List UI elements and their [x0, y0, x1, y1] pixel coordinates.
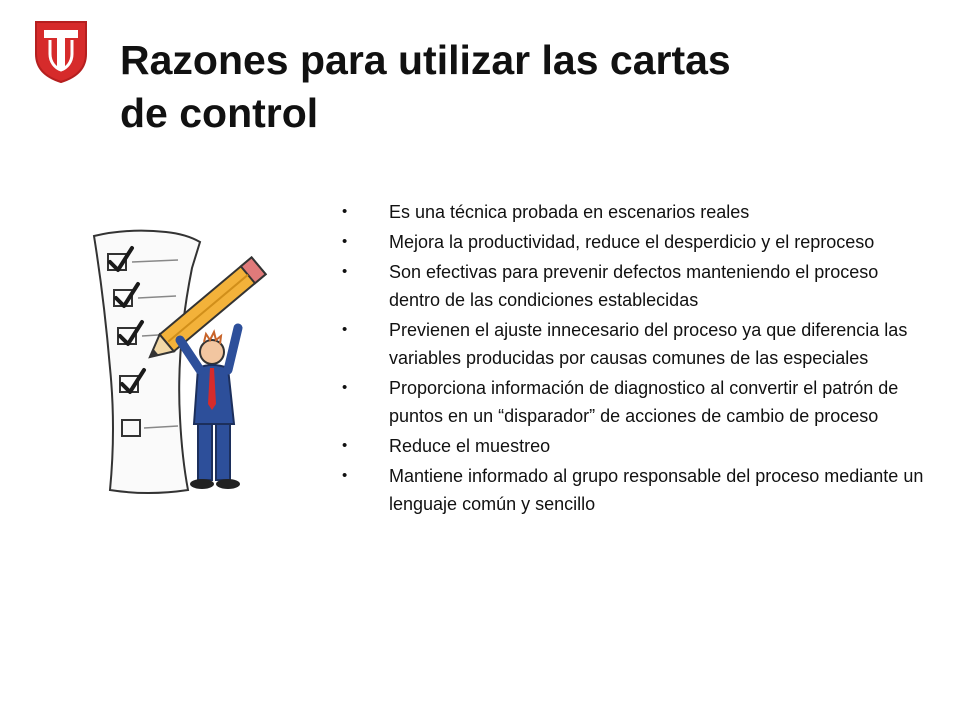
bullet-text: Mejora la productividad, reduce el desperdicio y el reproceso	[389, 232, 875, 252]
bullet-text: Proporciona información de diagnostico al convertir el patrón de puntos en un “disparador” de acciones de cambio de proceso	[389, 378, 899, 426]
bullet-list	[330, 198, 930, 520]
list-item	[330, 258, 930, 314]
bullet-icon: •	[342, 467, 348, 484]
university-shield-logo-icon	[32, 18, 90, 84]
bullet-text: Son efectivas para prevenir defectos manteniendo el proceso dentro de las condiciones establecidas	[389, 262, 879, 310]
slide-title-line-2: de control	[120, 90, 319, 136]
bullet-text: Es una técnica probada en escenarios reales	[389, 202, 750, 222]
bullet-text: Mantiene informado al grupo responsable del proceso mediante un lenguaje común y sencillo	[389, 466, 924, 514]
list-item	[330, 374, 930, 430]
bullet-icon: •	[342, 437, 348, 454]
list-item	[330, 198, 930, 226]
man-with-pencil-checklist-icon	[88, 228, 278, 498]
list-item	[330, 316, 930, 372]
list-item	[330, 228, 930, 256]
bullet-icon: •	[342, 379, 348, 396]
slide-title	[120, 34, 920, 140]
slide-title-line-1: Razones para utilizar las cartas	[120, 37, 731, 83]
bullet-icon: •	[342, 203, 348, 220]
list-item	[330, 462, 930, 518]
bullet-icon: •	[342, 321, 348, 338]
bullet-icon: •	[342, 233, 348, 250]
bullet-icon: •	[342, 263, 348, 280]
bullet-text: Reduce el muestreo	[389, 436, 551, 456]
bullet-text: Previenen el ajuste innecesario del proceso ya que diferencia las variables producidas por causas comunes de las especiales	[389, 320, 908, 368]
list-item	[330, 432, 930, 460]
